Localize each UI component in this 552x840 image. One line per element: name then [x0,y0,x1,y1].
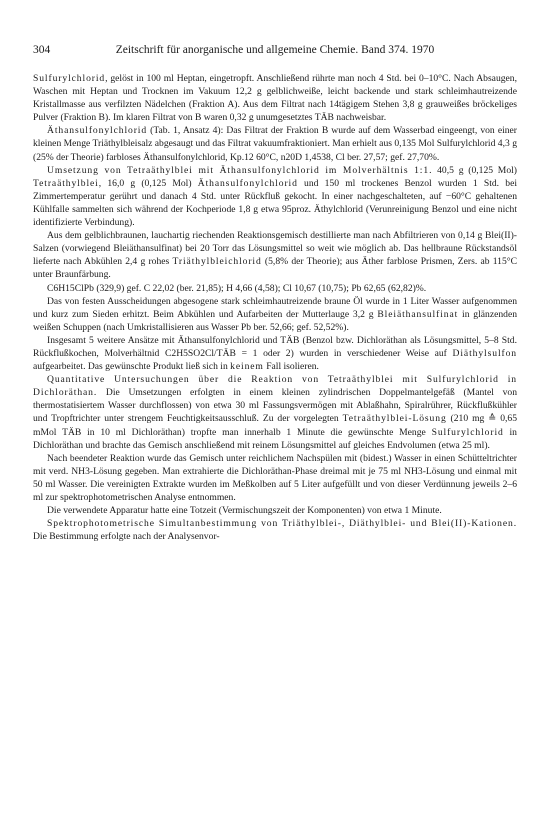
paragraph [33,282,517,295]
text-run: und 150 ml trockenes Benzol wurden 1 Std. bei Zimmertemperatur gerührt und danach 4 Std. unter Rückfluß gekocht. In einer nachgeschalteten, auf −60°C gehaltenen Kühlfalle sammelten sich während der Kochperiode 1,8 g etwa 95proz. Äthylchlorid (Verunreinigung Benzol und eine nicht identifizierte Verbindung). [33,177,517,229]
paragraph [33,72,517,124]
paragraph [33,164,517,229]
page-number: 304 [33,44,51,56]
spaced-term: Umsetzung von Tetraäthylblei mit Äthansulfonylchlorid im Molverhältnis 1:1. [47,164,433,176]
text-run: Die Bestimmung erfolgte nach der Analysenvor- [33,531,220,543]
spaced-term: Äthansulfonylchlorid [47,125,148,137]
text-run: Nach beendeter Reaktion wurde das Gemisch unter reichlichem Nachspülen mit (bidest.) Wasser in einen Schütteltrichter mit verd. NH3-Lösung gegeben. Man extrahierte die Dichloräthan-Phase dreimal mit je 75 ml NH3-Lösung und einmal mit 50 ml Wasser. Die vereinigten Extrakte wurden im Meßkolben auf 5 Liter aufgefüllt und von dieser Verdünnung jeweils 2–6 ml zur spektrophotometrischen Analyse entnommen. [33,452,517,503]
text-run: Aus dem gelblichbraunen, lauchartig riechenden Reaktionsgemisch destillierte man nach Abfiltrieren von 0,14 g Blei(II)-Salzen (vorwiegend Bleiäthansulfinat) bei 20 Torr das Lösungsmittel so weit wie möglich ab. Das hellbraune Rückstandsöl lieferte nach Abkühlen 2,4 g rohes [33,230,517,268]
paragraph [33,517,517,543]
text-run: in glänzenden weißen Schuppen (nach Umkristallisieren aus Wasser Pb ber. 52,66; gef. 52,52%). [33,308,517,333]
paragraph [33,295,517,334]
spaced-term: Sulfurylchlorid [33,73,106,84]
paragraph [33,504,517,517]
article-body [33,72,517,543]
spaced-term: keinem [230,361,264,373]
paragraph [33,229,517,281]
text-run: Die Umsetzungen erfolgten in einem kleinen zylindrischen Doppelmantelgefäß (Mantel von thermostatisiertem Wasser durchflossen) von etwa 30 ml Fassungsvermögen mit Ablaßhahn, Spiralrührer, Rückflußkühler und Tropftrichter unter strengem Feuchtigkeitsausschluß. Zu der vorgelegten [33,387,517,425]
spaced-term: Tetraäthylblei [33,177,99,189]
text-run: in Dichloräthan und brachte das Gemisch anschließend mit reinem Lösungsmittel auf gleiches Endvolumen (etwa 25 ml). [33,426,517,451]
spaced-term: Bleiäthansulfinat [377,308,459,320]
paragraph [33,124,517,163]
text-run: Die verwendete Apparatur hatte eine Totzeit (Vermischungszeit der Komponenten) von etwa 1 Minute. [47,505,442,517]
text-run: (Tab. 1, Ansatz 4): Das Filtrat der Fraktion B wurde auf dem Wasserbad eingeengt, von einer kleinen Menge Triäthylbleisalz abgesaugt und das Filtrat vakuumfraktioniert. Man erhielt aus 0,135 Mol Sulfurylchlorid 4,3 g (25% der Theorie) farbloses Äthansulfonylchlorid, Kp.12 60°C, n20D 1,4538, Cl ber. 27,57; gef. 27,70%. [33,125,517,163]
spaced-term: Tetraäthylblei-Lösung [342,413,447,425]
text-run: aufgearbeitet. Das gewünschte Produkt ließ sich in [33,361,231,373]
text-run: (210 mg ≙ 0,65 mMol TÄB in 10 ml Dichloräthan) tropfte man innerhalb 1 Minute die gewünschte Menge [33,413,517,438]
paragraph [33,334,517,373]
spaced-term: Triäthylbleichlorid [172,256,262,268]
spaced-term: Äthansulfonylchlorid [197,177,298,189]
text-run: Das von festen Ausscheidungen abgesogene stark schleimhautreizende braune Öl wurde in 1 Liter Wasser aufgenommen und kurz zum Sieden erhitzt. Beim Abkühlen und Aufarbeiten der Mutterlauge 3,2 g [33,295,517,320]
running-header [33,44,517,72]
text-run: (5,8% der Theorie); aus Äther farblose Prismen, Zers. ab 115°C unter Braunfärbung. [33,256,517,281]
text-run: Insgesamt 5 weitere Ansätze mit Äthansulfonylchlorid und TÄB (Benzol bzw. Dichloräthan als Lösungsmittel, 5–8 Std. Rückflußkochen, Molverhältnid C2H5SO2Cl/TÄB = 1 oder 2) wurden in verschiedener Weise auf [33,334,517,359]
paragraph [33,373,517,452]
text-run: Fall isolieren. [263,361,319,373]
journal-title: Zeitschrift für anorganische und allgemeine Chemie. Band 374. 1970 [115,44,435,56]
text-run: , gelöst in 100 ml Heptan, eingetropft. Anschließend rührte man noch 4 Std. bei 0–10°C. Nach Absaugen, Waschen mit Heptan und Trocknen im Vakuum 12,2 g gelblichweiße, leicht backende und stark schleimhautreizende Kristallmasse aus verfilzten Nädelchen (Fraktion A). Aus dem Filtrat nach 14tägigem Stehen 3,8 g grauweißes bröckeliges Pulver (Fraktion B). Im klaren Filtrat von B waren 0,32 g unumgesetztes TÄB nachweisbar. [33,73,517,124]
spaced-term: Spektrophotometrische Simultanbestimmung von Triäthylblei-, Diäthylblei- und Blei(II)-Kationen. [47,518,517,530]
text-run: C6H15ClPb (329,9) gef. C 22,02 (ber. 21,85); H 4,66 (4,58); Cl 10,67 (10,75); Pb 62,65 (62,82)%. [47,282,427,294]
spaced-term: Quantitative Untersuchungen über die Reaktion von Tetraäthylblei mit Sulfurylchlorid in Dichloräthan. [33,374,517,399]
text-run: , 16,0 g (0,125 Mol) [98,177,198,189]
text-run: 40,5 g (0,125 Mol) [432,164,517,176]
spaced-term: Diäthylsulfon [452,347,517,359]
spaced-term: Sulfurylchlorid [431,426,504,438]
page [33,44,517,543]
paragraph [33,452,517,504]
